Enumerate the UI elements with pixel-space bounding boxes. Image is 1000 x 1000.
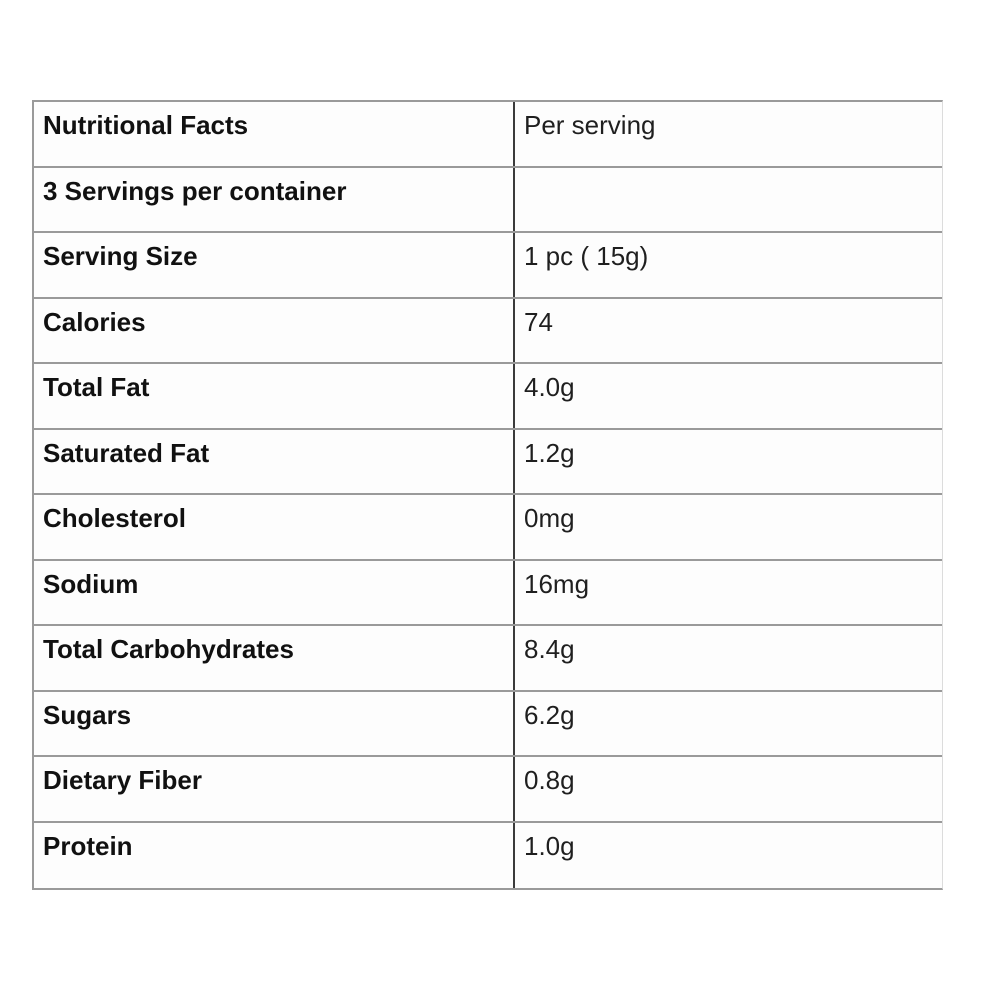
table-row-total-carbohydrates: [34, 626, 942, 692]
row-label-sugars: Sugars: [34, 692, 515, 756]
table-row-protein: [34, 823, 942, 889]
table-row-sodium: [34, 561, 942, 627]
row-value-protein: 1.0g: [524, 830, 575, 861]
nutrition-facts-table: [32, 100, 943, 890]
row-value-sodium: 16mg: [524, 568, 590, 599]
row-value-per-serving: Per serving: [524, 110, 656, 140]
table-row-servings-per-container: [34, 168, 942, 234]
row-label-nutritional-facts: Nutritional Facts: [34, 102, 515, 166]
row-label-cholesterol: Cholesterol: [34, 495, 515, 559]
row-label-dietary-fiber: Dietary Fiber: [34, 757, 515, 821]
table-row-serving-size: [34, 233, 942, 299]
row-label-servings-per-container: 3 Servings per container: [34, 168, 515, 232]
table-row-sugars: [34, 692, 942, 758]
row-value-saturated-fat: 1.2g: [524, 437, 575, 468]
row-value-total-carbohydrates: 8.4g: [524, 634, 575, 664]
row-value-calories: 74: [524, 306, 553, 337]
table-row-calories: [34, 299, 942, 365]
row-label-serving-size: Serving Size: [34, 233, 515, 297]
row-value-serving-size: 1 pc ( 15g): [524, 241, 649, 271]
row-label-sodium: Sodium: [34, 561, 515, 625]
row-value-dietary-fiber: 0.8g: [524, 765, 575, 795]
row-value-servings-per-container: [515, 168, 942, 232]
table-row-total-fat: [34, 364, 942, 430]
row-label-saturated-fat: Saturated Fat: [34, 430, 515, 494]
row-value-sugars: 6.2g: [524, 699, 575, 730]
row-label-protein: Protein: [34, 823, 515, 889]
row-label-total-carbohydrates: Total Carbohydrates: [34, 626, 515, 690]
row-value-cholesterol: 0mg: [524, 503, 575, 533]
table-row-saturated-fat: [34, 430, 942, 496]
row-value-total-fat: 4.0g: [524, 372, 575, 402]
table-row-header: [34, 102, 942, 168]
row-label-calories: Calories: [34, 299, 515, 363]
table-row-cholesterol: [34, 495, 942, 561]
row-label-total-fat: Total Fat: [34, 364, 515, 428]
table-row-dietary-fiber: [34, 757, 942, 823]
